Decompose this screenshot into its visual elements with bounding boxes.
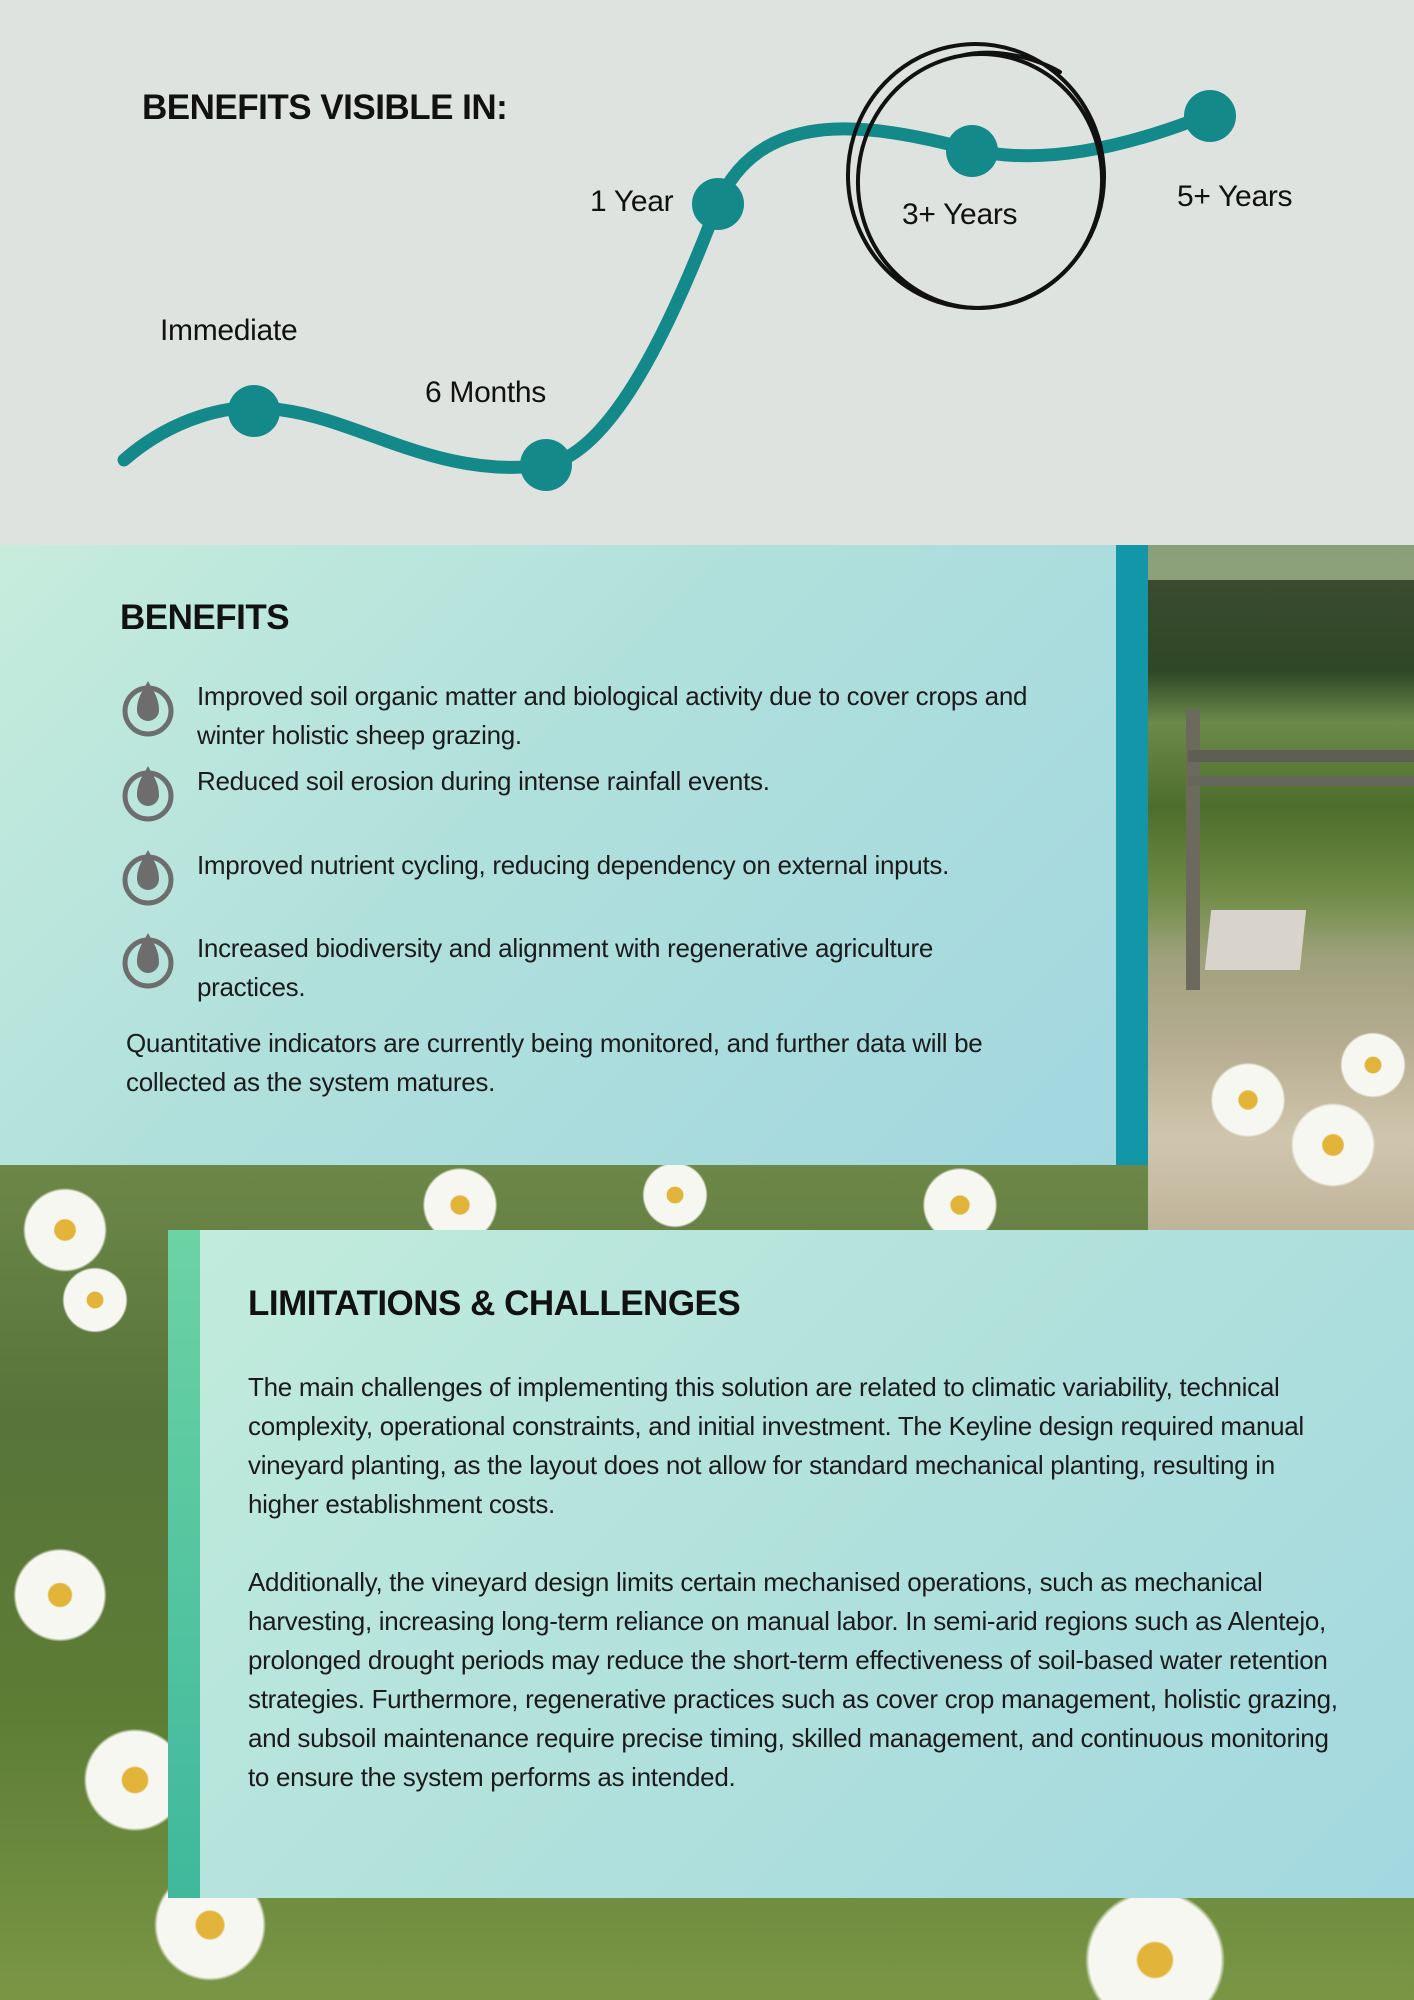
milestone-label-1-year: 1 Year	[590, 185, 674, 218]
daisy-flower	[1338, 1030, 1408, 1100]
milestone-label-3-years: 3+ Years	[902, 198, 1018, 231]
limitations-accent-bar	[168, 1230, 200, 1898]
daisy-flower	[1080, 1885, 1230, 2000]
timeline-node-5-years	[1184, 90, 1236, 142]
benefit-text: Increased biodiversity and alignment with regenerative agriculture practices.	[197, 933, 934, 1002]
limitations-title: LIMITATIONS & CHALLENGES	[248, 1284, 741, 1323]
daisy-flower	[20, 1185, 110, 1275]
benefit-text: Reduced soil erosion during intense rainfall events.	[197, 766, 770, 796]
timeline-node-immediate	[228, 385, 280, 437]
timeline-section	[0, 0, 1414, 545]
hand-drawn-circle-highlight	[839, 35, 1115, 320]
benefits-accent-bar	[1116, 545, 1148, 1165]
benefits-note: Quantitative indicators are currently being monitored, and further data will be collected as the system matures.	[126, 1028, 983, 1097]
limitations-paragraph: The main challenges of implementing this solution are related to climatic variability, technical complexity, operational constraints, and initial investment. The Keyline design required manual vineyard planting, as the layout does not allow for standard mechanical planting, resulting in higher establishment costs.	[248, 1372, 1304, 1519]
timeline-node-6-months	[520, 439, 572, 491]
timeline-node-3-years	[946, 125, 998, 177]
timeline-title: BENEFITS VISIBLE IN:	[142, 88, 508, 127]
benefit-text: Improved soil organic matter and biological activity due to cover crops and winter holistic sheep grazing.	[197, 681, 1028, 750]
daisy-flower	[60, 1265, 130, 1335]
milestone-label-5-years: 5+ Years	[1177, 180, 1293, 213]
water-drop-icon	[120, 929, 176, 989]
timeline-curve	[124, 114, 1210, 467]
water-drop-icon	[120, 677, 176, 737]
daisy-flower	[1208, 1060, 1288, 1140]
water-drop-icon	[120, 762, 176, 822]
water-drop-icon	[120, 846, 176, 906]
limitations-paragraph: Additionally, the vineyard design limits certain mechanised operations, such as mechanical harvesting, increasing long-term reliance on manual labor. In semi-arid regions such as Alentejo, prolonged drought periods may reduce the short-term effectiveness of soil-based water retention strategies. Furthermore, regenerative practices such as cover crop management, holistic grazing, and subsoil maintenance require precise timing, skilled management, and continuous monitoring to ensure the system performs as intended.	[248, 1567, 1338, 1792]
vineyard-rail	[1188, 776, 1414, 786]
milestone-label-6-months: 6 Months	[425, 376, 546, 409]
benefit-text: Improved nutrient cycling, reducing dependency on external inputs.	[197, 850, 949, 880]
timeline-curve-graphic	[0, 0, 1414, 545]
daisy-flower	[1288, 1100, 1378, 1190]
vineyard-rail	[1188, 750, 1414, 762]
daisy-flower	[10, 1545, 110, 1645]
vineyard-photo	[1148, 580, 1414, 1230]
benefits-title: BENEFITS	[120, 598, 290, 637]
timeline-node-1-year	[692, 178, 744, 230]
milestone-label-immediate: Immediate	[160, 314, 298, 347]
daisy-flower	[640, 1160, 710, 1230]
stone-plaque	[1205, 910, 1306, 970]
